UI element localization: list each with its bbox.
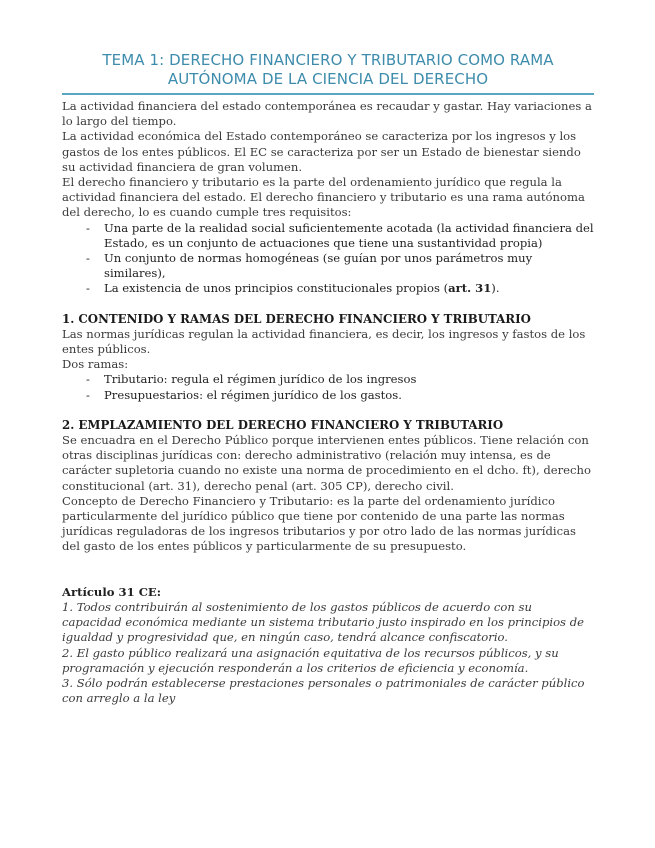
list-item: - Una parte de la realidad social suficientemente acotada (la actividad financiera del Estado, es un conjunto de actuaciones que tiene una sustantividad propia) [62,221,594,251]
title-underline [62,93,594,95]
requirements-list [62,221,594,297]
branches-list [62,372,594,402]
list-item [62,281,594,296]
list-item-end: ). [491,281,500,296]
section-2-heading: 2. EMPLAZAMIENTO DEL DERECHO FINANCIERO Y TRIBUTARIO [62,417,504,432]
list-item: - Tributario: regula el régimen jurídico de los ingresos [62,372,594,387]
section-1-heading: 1. CONTENIDO Y RAMAS DEL DERECHO FINANCIERO Y TRIBUTARIO [62,311,531,326]
intro-paragraph-2: La actividad económica del Estado contemporáneo se caracteriza por los ingresos y los gastos de los entes públicos. El EC se caracteriza por ser un Estado de bienestar siendo su actividad financiera de gran volumen. [62,129,581,174]
list-item-text: La existencia de unos principios constitucionales propios ( [104,281,449,296]
title-line-2: AUTÓNOMA DE LA CIENCIA DEL DERECHO [167,70,489,88]
article-heading: Artículo 31 CE: [62,584,162,599]
intro-paragraph-3: El derecho financiero y tributario es la parte del ordenamiento jurídico que regula la actividad financiera del estado. El derecho financiero y tributario es una rama autónoma del derecho, lo es cuando cumple tres requisitos: [62,175,585,220]
title-line-1: TEMA 1: DERECHO FINANCIERO Y TRIBUTARIO COMO RAMA [102,51,554,69]
section-2-paragraph-2: Concepto de Derecho Financiero y Tributario: es la parte del ordenamiento jurídico particularmente del jurídico público que tiene por contenido de una parte las normas jurídicas reguladoras de los ingresos tributarios y por otro lado de las normas jurídicas del gasto de los entes públicos y particularmente de su presupuesto. [62,493,576,554]
list-item: - Un conjunto de normas homogéneas (se guían por unos parámetros muy similares), [62,251,594,281]
article-paragraph-1: 1. Todos contribuirán al sostenimiento de los gastos públicos de acuerdo con su capacidad económica mediante un sistema tributario justo inspirado en los principios de igualdad y progresividad que, en ningún caso, tendrá alcance confiscatorio. [62,599,584,645]
section-2-paragraph-1: Se encuadra en el Derecho Público porque intervienen entes públicos. Tiene relación con otras disciplinas jurídicas con: derecho administrativo (relación muy intensa, es de carácter supletoria cuando no existe una norma de procedimiento en el dcho. ft), derecho constitucional (art. 31), derecho penal (art. 305 CP), derecho civil. [62,433,591,493]
intro-paragraph-1: La actividad financiera del estado contemporánea es recaudar y gastar. Hay variaciones a lo largo del tiempo. [62,99,592,129]
article-paragraph-3: 3. Sólo podrán establecerse prestaciones personales o patrimoniales de carácter público con arreglo a la ley [62,675,585,706]
list-item: - Presupuestarios: el régimen jurídico de los gastos. [62,388,594,403]
page-title [62,51,594,89]
section-1-paragraph-1: Las normas jurídicas regulan la actividad financiera, es decir, los ingresos y fastos de los entes públicos. [62,326,586,357]
section-1-paragraph-2: Dos ramas: [62,357,129,372]
document-body [62,99,594,706]
article-paragraph-2: 2. El gasto público realizará una asignación equitativa de los recursos públicos, y su programación y ejecución responderán a los criterios de eficiencia y economía. [62,645,559,675]
article-reference: art. 31 [448,281,492,296]
